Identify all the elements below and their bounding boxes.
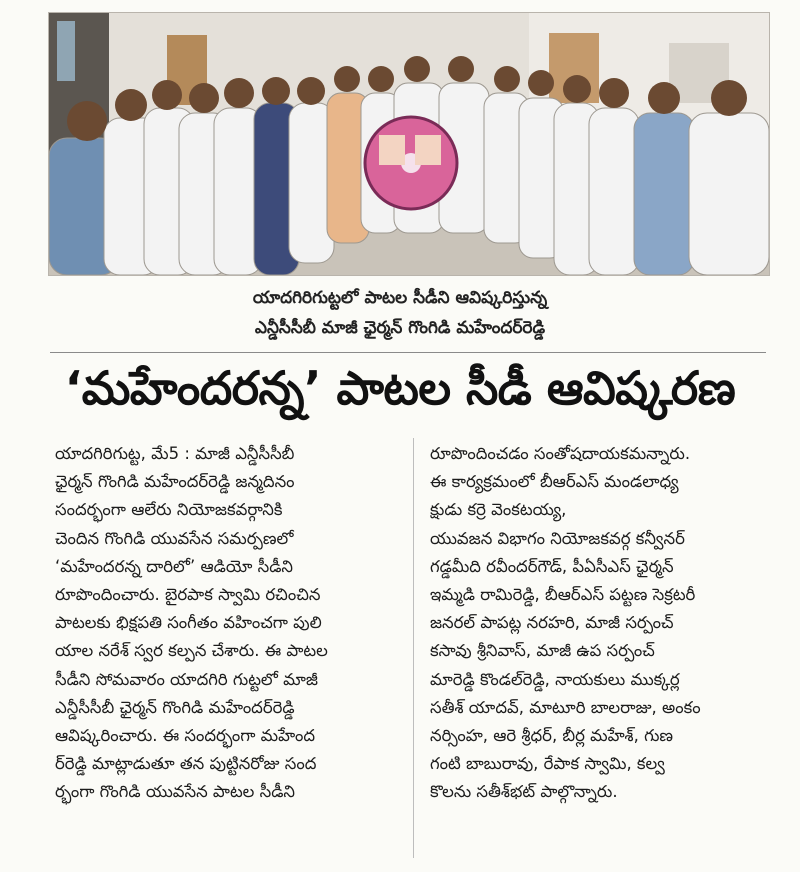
article-line: ఈ కార్యక్రమంలో బీఆర్‌ఎస్ మండలాధ్య — [430, 472, 679, 492]
article-line: క్షుడు కర్రె వెంకటయ్య, — [430, 500, 567, 520]
article-line: చెందిన గొంగిడి యువసేన సమర్పణలో — [55, 528, 294, 548]
article-line: జనరల్ పాపట్ల నరహరి, మాజీ సర్పంచ్ — [430, 613, 674, 633]
article-line: కసావు శ్రీనివాస్, మాజీ ఉప సర్పంచ్ — [430, 641, 655, 661]
article-line: ఇమ్మడి రామిరెడ్డి, బీఆర్‌ఎస్ పట్టణ సెక్రటరీ — [430, 585, 696, 605]
article-line: రూపొందించారు. బైరపాక స్వామి రచించిన — [55, 585, 321, 605]
article-line: పాటలకు భిక్షపతి సంగీతం వహించగా పులి — [55, 613, 322, 633]
article-line: గంటి బాబురావు, రేపాక స్వామి, కల్వ — [430, 754, 665, 774]
article-line: మారెడ్డి కొండల్‌రెడ్డి, నాయకులు ముక్కర్ల — [430, 669, 680, 689]
article-line: సీడీని సోమవారం యాదగిరి గుట్టలో మాజీ — [55, 669, 318, 689]
article-line: ఆవిష్కరించారు. ఈ సందర్భంగా మహేంద — [55, 726, 315, 746]
article-line: ర్భంగా గొంగిడి యువసేన పాటల సీడీని — [55, 782, 296, 802]
article-line: నర్సింహ, ఆరె శ్రీధర్, బీర్ల మహేశ్, గుణ — [430, 726, 674, 746]
article-line: ‘మహేందరన్న దారిలో’ ఆడియో సీడీని — [55, 556, 294, 576]
article-line: సతీశ్ యాదవ్, మాటూరి బాలరాజు, అంకం — [430, 697, 701, 717]
news-photo — [48, 12, 770, 276]
article-line: సందర్భంగా ఆలేరు నియోజకవర్గానికి — [55, 500, 283, 520]
article-line: యాదగిరిగుట్ట, మే5 : మాజీ ఎన్డీసీసీబీ — [55, 444, 295, 463]
group-photo-illustration — [49, 13, 769, 275]
column-divider — [413, 438, 414, 858]
article-headline: ‘మహేందరన్న’ పాటల సీడీ ఆవిష్కరణ — [64, 361, 736, 415]
article-line: గడ్డమీది రవీందర్‌గౌడ్, పీఏసీఎస్ ఛైర్మన్ — [430, 556, 674, 576]
article-line: కొలను సతీశ్‌భట్ పాల్గొన్నారు. — [430, 782, 618, 802]
article-line: యువజన విభాగం నియోజకవర్గ కన్వీనర్ — [430, 528, 685, 548]
article-column-left — [55, 440, 395, 807]
article-line: ఛైర్మన్ గొంగిడి మహేందర్‌రెడ్డి జన్మదినం — [55, 472, 295, 492]
article-line: ర్‌రెడ్డి మాట్లాడుతూ తన పుట్టినరోజు సంద — [55, 754, 317, 774]
article-line: రూపొందించడం సంతోషదాయకమన్నారు. — [430, 444, 691, 463]
photo-caption-line-2: ఎన్డీసీసీబీ మాజీ ఛైర్మన్ గొంగిడి మహేందర్‌రెడ్డి — [254, 318, 546, 338]
caption-divider — [50, 352, 766, 353]
article-line: యాల నరేశ్ స్వర కల్పన చేశారు. ఈ పాటల — [55, 641, 328, 661]
article-column-right — [430, 440, 765, 807]
article-line: ఎన్డీసీసీబీ ఛైర్మన్ గొంగిడి మహేందర్‌రెడ్డి — [55, 697, 295, 717]
photo-caption-line-1: యాదగిరిగుట్టలో పాటల సీడీని ఆవిష్కరిస్తున్న — [252, 288, 548, 308]
